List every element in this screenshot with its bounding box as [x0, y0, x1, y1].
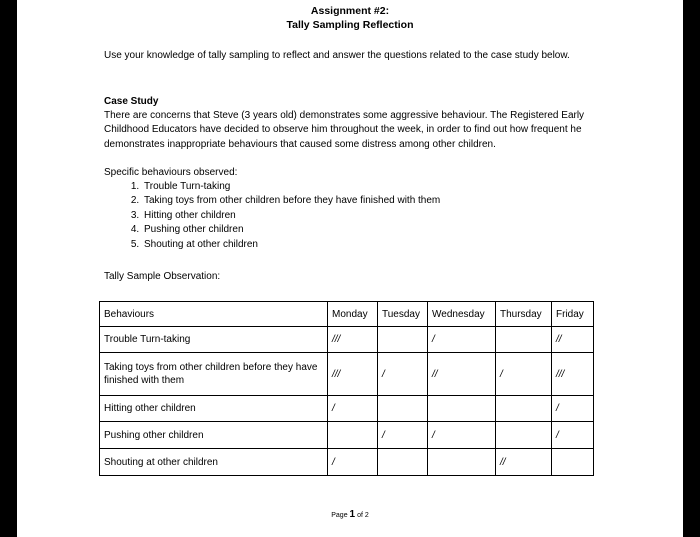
tally-cell: /: [328, 449, 378, 476]
tally-cell: [378, 327, 428, 353]
table-row: [100, 327, 594, 353]
table-row: [100, 396, 594, 422]
tally-cell: [378, 449, 428, 476]
behaviour-item: 1. Trouble Turn-taking: [142, 180, 602, 194]
header-behaviours: Behaviours: [100, 302, 328, 327]
tally-cell: [428, 396, 496, 422]
header-monday: Monday: [328, 302, 378, 327]
tally-cell: /: [428, 327, 496, 353]
assignment-subtitle: Tally Sampling Reflection: [286, 19, 414, 31]
tally-cell: /: [378, 422, 428, 449]
behaviour-item: 2. Taking toys from other children before they have finished with them: [142, 194, 602, 208]
table-row: [100, 353, 594, 396]
behaviour-item: 5. Shouting at other children: [142, 238, 602, 252]
row-behaviour: Shouting at other children: [100, 449, 328, 476]
header-wednesday: Wednesday: [428, 302, 496, 327]
table-row: [100, 449, 594, 476]
behaviour-item: 3. Hitting other children: [142, 209, 602, 223]
tally-cell: /: [496, 353, 552, 396]
tally-cell: ///: [328, 353, 378, 396]
page-total: 2: [364, 512, 369, 519]
assignment-title: Assignment #2:: [310, 5, 390, 17]
tally-cell: [496, 422, 552, 449]
tally-observation-label: Tally Sample Observation:: [104, 271, 221, 282]
tally-cell: //: [496, 449, 552, 476]
document-page: [17, 0, 683, 537]
header-tuesday: Tuesday: [378, 302, 428, 327]
row-behaviour: Pushing other children: [100, 422, 328, 449]
tally-cell: [496, 396, 552, 422]
tally-cell: [328, 422, 378, 449]
tally-cell: ///: [552, 353, 594, 396]
tally-cell: /: [328, 396, 378, 422]
tally-cell: /: [378, 353, 428, 396]
tally-cell: /: [552, 396, 594, 422]
tally-cell: //: [552, 327, 594, 353]
row-behaviour: Hitting other children: [100, 396, 328, 422]
table-row: [100, 422, 594, 449]
case-study-heading: Case Study: [104, 96, 159, 107]
tally-table: [99, 301, 594, 476]
header-friday: Friday: [552, 302, 594, 327]
page-number: 1: [349, 509, 356, 520]
tally-cell: ///: [328, 327, 378, 353]
tally-cell: [496, 327, 552, 353]
behaviour-item: 4. Pushing other children: [142, 223, 602, 237]
tally-cell: /: [428, 422, 496, 449]
of-label: of: [357, 512, 363, 519]
tally-cell: /: [552, 422, 594, 449]
case-study-text: There are concerns that Steve (3 years old) demonstrates some aggressive behaviour. The Registered Early Childhood Educators have decided to observe him throughout the week, in order to find out how frequent he demonstrates inappropriate behaviours that caused some distress among other children.: [104, 110, 585, 150]
tally-cell: [428, 449, 496, 476]
intro-text: Use your knowledge of tally sampling to reflect and answer the questions related to the case study below.: [104, 50, 570, 61]
row-behaviour: Taking toys from other children before they have finished with them: [100, 353, 328, 396]
header-thursday: Thursday: [496, 302, 552, 327]
tally-cell: [378, 396, 428, 422]
specific-behaviours-label: Specific behaviours observed:: [104, 167, 238, 178]
behaviour-list: [104, 180, 602, 252]
page-footer: [17, 509, 683, 520]
page-label: Page: [331, 512, 348, 519]
row-behaviour: Trouble Turn-taking: [100, 327, 328, 353]
tally-cell: [552, 449, 594, 476]
table-header-row: [100, 302, 594, 327]
tally-cell: //: [428, 353, 496, 396]
